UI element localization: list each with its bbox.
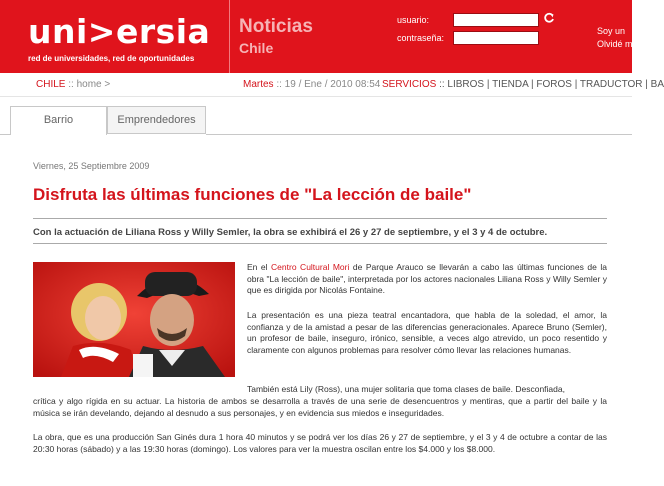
- date-display: [243, 79, 380, 90]
- nav-link-tienda[interactable]: TIENDA: [492, 79, 529, 90]
- services-separator: ::: [439, 79, 445, 90]
- breadcrumb-country[interactable]: CHILE: [36, 79, 66, 90]
- refresh-icon[interactable]: [543, 12, 555, 27]
- tab-emprendedores[interactable]: Emprendedores: [107, 106, 206, 134]
- nav-link-more[interactable]: BA: [650, 79, 664, 90]
- nav-link-foros[interactable]: FOROS: [536, 79, 572, 90]
- paragraph-1: [247, 262, 607, 297]
- user-label: usuario:: [397, 15, 430, 25]
- lead-divider: [33, 243, 607, 244]
- paragraph-4: La obra, que es una producción San Ginés dura 1 hora 40 minutos y se podrá ver los días 26 y 27 de septiembre, y el 3 y 4 de octubre a contar de las 20:30 horas (sábado) y a las 19:30 horas (domingo). Los valores para ver la muestra oscilan entre los $4.000 y los $8.000.: [33, 432, 607, 454]
- nav-link-libros[interactable]: LIBROS: [447, 79, 485, 90]
- article-title: Disfruta las últimas funciones de "La lección de baile": [33, 185, 472, 204]
- universia-logo[interactable]: uni>ersia: [28, 12, 211, 51]
- breadcrumb-home[interactable]: home >: [76, 79, 111, 90]
- register-link[interactable]: Soy un: [597, 26, 626, 36]
- section-subtitle: Chile: [239, 40, 274, 56]
- tab-baseline: [0, 134, 10, 135]
- paragraph-3-first-line: También está Lily (Ross), una mujer solitaria que toma clases de baile. Desconfiada,: [247, 384, 565, 394]
- article-photo: [33, 262, 235, 377]
- date-value: :: 19 / Ene / 2010 08:54: [276, 79, 381, 90]
- article-date: Viernes, 25 Septiembre 2009: [33, 161, 150, 171]
- tab-baseline: [206, 134, 632, 135]
- date-day: Martes: [243, 79, 274, 90]
- centro-cultural-link[interactable]: Centro Cultural Mori: [271, 262, 350, 272]
- header-divider: [229, 0, 230, 73]
- paragraph-2: La presentación es una pieza teatral encantadora, que habla de la soledad, el amor, la confianza y de la amistad a pesar de las diferencias generacionales. Aparece Bruno (Semler), un profesor de baile, inseguro, irónico, sensible, a veces algo atrevido, un poco resentido y claramente con algunos problemas para resolver cómo llevar las relaciones humanas.: [247, 310, 607, 355]
- paragraph-1-start: En el: [247, 262, 272, 272]
- password-input[interactable]: [453, 31, 539, 45]
- services-nav: SERVICIOS :: LIBROS | TIENDA | FOROS | TRADUCTOR | BA: [382, 79, 664, 90]
- forgot-password-link[interactable]: Olvidé m: [597, 39, 633, 49]
- breadcrumb-divider: [0, 96, 632, 97]
- site-header: [0, 0, 632, 73]
- tab-barrio[interactable]: Barrio: [10, 106, 107, 135]
- services-label: SERVICIOS: [382, 79, 437, 90]
- nav-link-traductor[interactable]: TRADUCTOR: [579, 79, 643, 90]
- breadcrumb: [36, 79, 110, 90]
- paragraph-3: crítica y algo rígida en su actuar. La historia de ambos se desarrolla a través de una serie de desencuentros y mentiras, que a partir del baile y la música se irán develando, dejando al desnudo a sus personajes, y en evidencia sus miedos e inseguridades.: [33, 396, 607, 418]
- user-input[interactable]: [453, 13, 539, 27]
- logo-tagline: red de universidades, red de oportunidades: [28, 54, 195, 63]
- title-divider: [33, 218, 607, 219]
- breadcrumb-separator: ::: [68, 79, 74, 90]
- section-title[interactable]: Noticias: [239, 16, 313, 37]
- password-label: contraseña:: [397, 33, 445, 43]
- article-lead: Con la actuación de Liliana Ross y Willy Semler, la obra se exhibirá el 26 y 27 de septiembre, y el 3 y 4 de octubre.: [33, 227, 548, 238]
- paragraph-1-end: de Parque Arauco se llevarán a cabo las últimas funciones de la obra "La lección de baile", interpretada por los actores nacionales Liliana Ross y Willy Semler y que es dirigida por Nicolás Fontaine.: [247, 262, 607, 296]
